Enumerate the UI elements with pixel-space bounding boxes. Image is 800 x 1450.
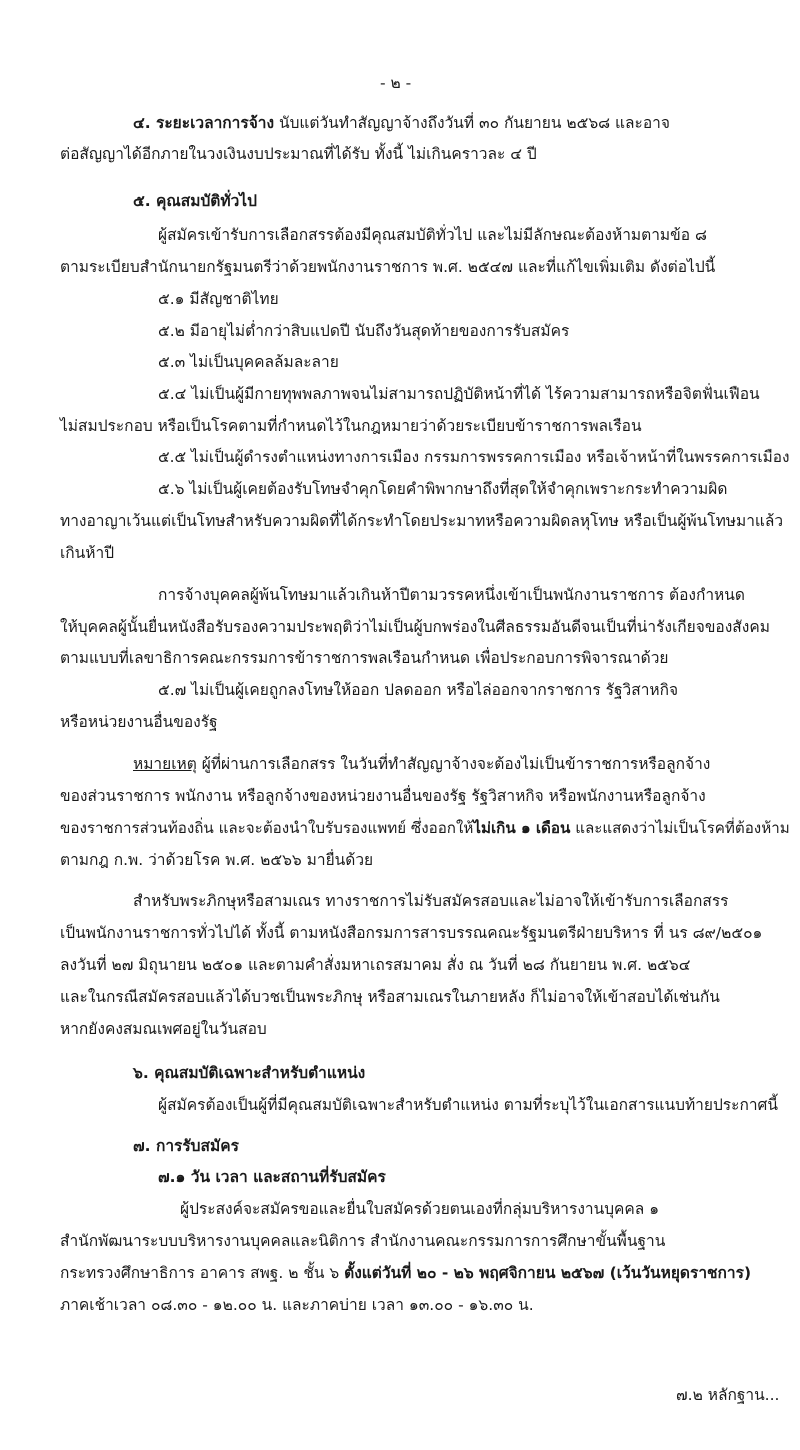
section-6-heading: ๖. คุณสมบัติเฉพาะสำหรับตำแหน่ง	[133, 1064, 366, 1082]
item-5-2: ๕.๒ มีอายุไม่ต่ำกว่าสิบแปดปี นับถึงวันสุดท้ายของการรับสมัคร	[158, 322, 570, 340]
note-line-1	[133, 753, 710, 775]
item-5-5: ๕.๕ ไม่เป็นผู้ดำรงตำแหน่งทางการเมือง กรรมการพรรคการเมือง หรือเจ้าหน้าที่ในพรรคการเมือง	[158, 448, 790, 466]
note-line-3	[60, 817, 790, 839]
monk-line-1: สำหรับพระภิกษุหรือสามเณร ทางราชการไม่รับสมัครสอบและไม่อาจให้เข้ารับการเลือกสรร	[133, 892, 729, 910]
section-4-text: นับแต่วันทำสัญญาจ้างถึงวันที่ ๓๐ กันยายน ๒๕๖๘ และอาจ	[274, 114, 670, 132]
continuation-marker: ๗.๒ หลักฐาน...	[676, 1386, 780, 1404]
item-5-4-line-2: ไม่สมประกอบ หรือเป็นโรคตามที่กำหนดไว้ในกฎหมายว่าด้วยระเบียบข้าราชการพลเรือน	[60, 417, 642, 435]
page-number: - ๒ -	[380, 74, 412, 92]
paragraph-line-2: ให้บุคคลผู้นั้นยื่นหนังสือรับรองความประพฤติว่าไม่เป็นผู้บกพร่องในศีลธรรมอันดีจนเป็นที่น่ารังเกียจของสังคม	[60, 618, 770, 636]
note-one-month: ไม่เกิน ๑ เดือน	[473, 819, 571, 837]
section-7-line-3	[60, 1262, 751, 1284]
section-7-1-heading: ๗.๑ วัน เวลา และสถานที่รับสมัคร	[158, 1168, 386, 1186]
section-6-line-1: ผู้สมัครต้องเป็นผู้ที่มีคุณสมบัติเฉพาะสำหรับตำแหน่ง ตามที่ระบุไว้ในเอกสารแนบท้ายประกาศนี้	[158, 1096, 778, 1114]
note-line-3-post: และแสดงว่าไม่เป็นโรคที่ต้องห้าม	[570, 819, 790, 837]
paragraph-line-3: ตามแบบที่เลขาธิการคณะกรรมการข้าราชการพลเรือนกำหนด เพื่อประกอบการพิจารณาด้วย	[60, 649, 669, 667]
monk-line-2: เป็นพนักงานราชการทั่วไปได้ ทั้งนี้ ตามหนังสือกรมการสารบรรณคณะรัฐมนตรีฝ่ายบริหาร ที่ นร ๘๙/๒๕๐๑	[60, 924, 763, 942]
item-5-1: ๕.๑ มีสัญชาติไทย	[158, 290, 279, 308]
section-7-line-2: สำนักพัฒนาระบบบริหารงานบุคคลและนิติการ สำนักงานคณะกรรมการการศึกษาขั้นพื้นฐาน	[60, 1232, 666, 1250]
item-5-6-line-3: เกินห้าปี	[60, 544, 115, 562]
note-label: หมายเหตุ	[133, 755, 197, 773]
section-5-heading: ๕. คุณสมบัติทั่วไป	[133, 192, 257, 210]
note-line-4: ตามกฎ ก.พ. ว่าด้วยโรค พ.ศ. ๒๕๖๖ มายื่นด้วย	[60, 851, 374, 869]
paragraph-line-1: การจ้างบุคคลผู้พ้นโทษมาแล้วเกินห้าปีตามวรรคหนึ่งเข้าเป็นพนักงานราชการ ต้องกำหนด	[158, 586, 745, 604]
item-5-7-line-2: หรือหน่วยงานอื่นของรัฐ	[60, 713, 218, 731]
section-7-line-1: ผู้ประสงค์จะสมัครขอและยื่นใบสมัครด้วยตนเองที่กลุ่มบริหารงานบุคคล ๑	[180, 1200, 660, 1218]
monk-line-5: หากยังคงสมณเพศอยู่ในวันสอบ	[60, 1020, 267, 1038]
note-line-2: ของส่วนราชการ พนักงาน หรือลูกจ้างของหน่วยงานอื่นของรัฐ รัฐวิสาหกิจ หรือพนักงานหรือลูกจ้าง	[60, 787, 706, 805]
section-7-line-3-pre: กระทรวงศึกษาธิการ อาคาร สพฐ. ๒ ชั้น ๖	[60, 1264, 345, 1282]
section-4-heading: ๔. ระยะเวลาการจ้าง	[133, 114, 275, 132]
note-line-3-pre: ของราชการส่วนท้องถิ่น และจะต้องนำใบรับรองแพทย์ ซึ่งออกให้	[60, 819, 474, 837]
monk-line-4: และในกรณีสมัครสอบแล้วได้บวชเป็นพระภิกษุ หรือสามเณรในภายหลัง ก็ไม่อาจให้เข้าสอบได้เช่นกัน	[60, 988, 720, 1006]
section-4-line-1	[133, 112, 670, 134]
application-dates: ตั้งแต่วันที่ ๒๐ - ๒๖ พฤศจิกายน ๒๕๖๗ (เว้นวันหยุดราชการ)	[344, 1264, 752, 1282]
section-7-line-4: ภาคเช้าเวลา ๐๘.๓๐ - ๑๒.๐๐ น. และภาคบ่าย เวลา ๑๓.๐๐ - ๑๖.๓๐ น.	[60, 1296, 534, 1314]
item-5-7-line-1: ๕.๗ ไม่เป็นผู้เคยถูกลงโทษให้ออก ปลดออก หรือไล่ออกจากราชการ รัฐวิสาหกิจ	[158, 681, 679, 699]
note-text: ผู้ที่ผ่านการเลือกสรร ในวันที่ทำสัญญาจ้างจะต้องไม่เป็นข้าราชการหรือลูกจ้าง	[196, 755, 711, 773]
section-7-heading: ๗. การรับสมัคร	[133, 1137, 239, 1155]
monk-line-3: ลงวันที่ ๒๗ มิถุนายน ๒๕๐๑ และตามคำสั่งมหาเถรสมาคม สั่ง ณ วันที่ ๒๘ กันยายน พ.ศ. ๒๕๖๔	[60, 956, 691, 974]
item-5-4-line-1: ๕.๔ ไม่เป็นผู้มีกายทุพพลภาพจนไม่สามารถปฏิบัติหน้าที่ได้ ไร้ความสามารถหรือจิตฟั่นเฟือน	[158, 385, 760, 403]
section-5-intro-1: ผู้สมัครเข้ารับการเลือกสรรต้องมีคุณสมบัติทั่วไป และไม่มีลักษณะต้องห้ามตามข้อ ๘	[158, 226, 707, 244]
section-5-intro-2: ตามระเบียบสำนักนายกรัฐมนตรีว่าด้วยพนักงานราชการ พ.ศ. ๒๕๔๗ และที่แก้ไขเพิ่มเติม ดังต่อไปนี้	[60, 258, 716, 276]
item-5-6-line-2: ทางอาญาเว้นแต่เป็นโทษสำหรับความผิดที่ได้กระทำโดยประมาทหรือความผิดลหุโทษ หรือเป็นผู้พ้นโทษมาแล้ว	[60, 512, 784, 530]
item-5-6-line-1: ๕.๖ ไม่เป็นผู้เคยต้องรับโทษจำคุกโดยคำพิพากษาถึงที่สุดให้จำคุกเพราะกระทำความผิด	[158, 480, 728, 498]
item-5-3: ๕.๓ ไม่เป็นบุคคลล้มละลาย	[158, 353, 339, 371]
section-4-line-2: ต่อสัญญาได้อีกภายในวงเงินงบประมาณที่ได้รับ ทั้งนี้ ไม่เกินคราวละ ๔ ปี	[60, 145, 537, 163]
